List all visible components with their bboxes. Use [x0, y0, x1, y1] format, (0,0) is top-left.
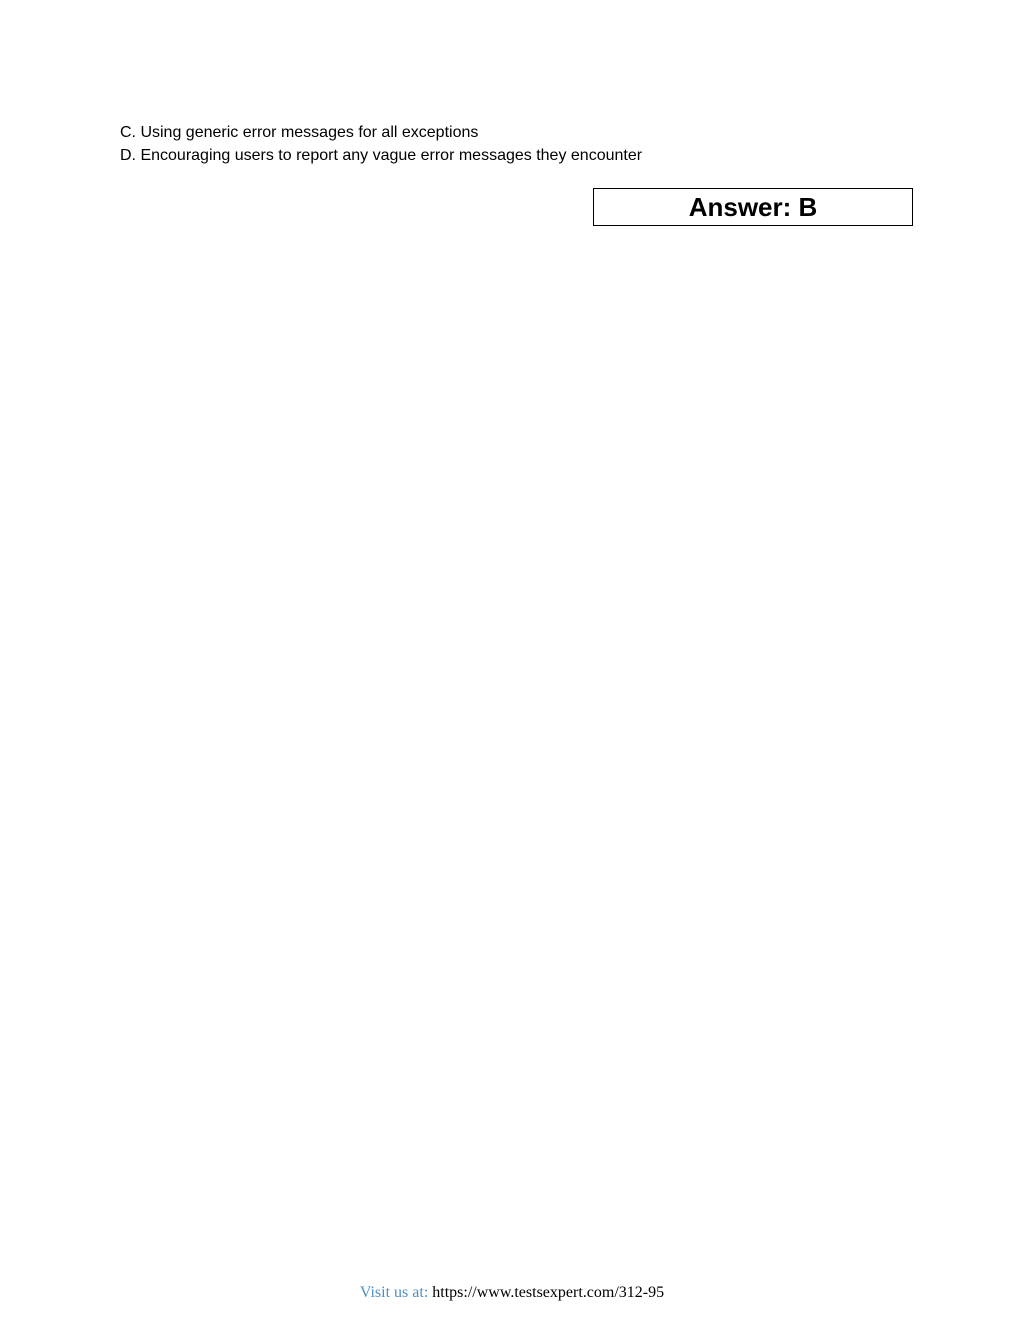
option-c: C. Using generic error messages for all exceptions	[120, 124, 479, 141]
answer-options	[120, 121, 642, 167]
answer-box	[593, 188, 913, 226]
visit-us-label: Visit us at:	[359, 1284, 429, 1301]
option-d: D. Encouraging users to report any vague error messages they encounter	[120, 147, 643, 164]
footer-url-link[interactable]: https://www.testsexpert.com/312-95	[432, 1284, 665, 1301]
answer-label: Answer: B	[688, 191, 818, 222]
page-footer	[0, 1284, 1024, 1302]
